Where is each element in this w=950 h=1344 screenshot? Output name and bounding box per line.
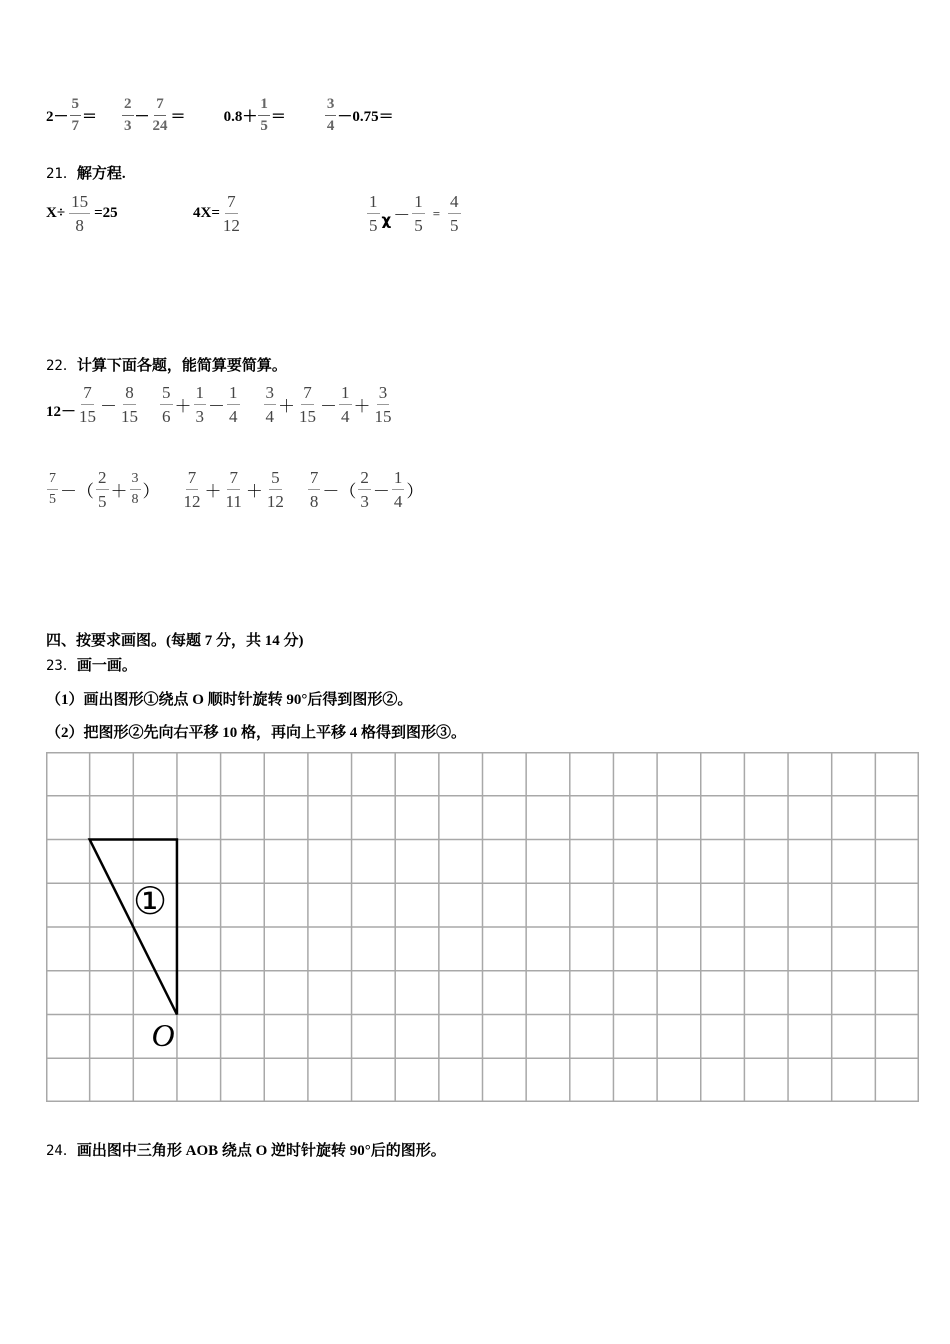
equation-3 [366, 193, 462, 234]
question-title: 计算下面各题，能简算要简算。 [76, 358, 287, 374]
numerator: 7 [227, 469, 240, 490]
calc-row-1 [46, 384, 395, 425]
point-o-label: O [151, 1017, 175, 1053]
expr-1 [46, 97, 97, 134]
denominator: 4 [341, 407, 350, 426]
denominator: 12 [222, 216, 240, 235]
calc-row-2 [46, 469, 424, 510]
numerator: 7 [47, 472, 58, 490]
numerator: 7 [81, 384, 94, 405]
expr-row-1 [46, 97, 394, 134]
fraction [77, 384, 98, 425]
denominator: 15 [374, 407, 392, 426]
numerator: 1 [412, 193, 425, 214]
numerator: 7 [308, 469, 321, 490]
numerator: 5 [70, 97, 82, 116]
question-number: 22． [46, 358, 77, 374]
numerator: 7 [225, 193, 238, 214]
fraction [308, 469, 321, 510]
fraction [96, 469, 109, 510]
operator: ＋ [174, 397, 192, 416]
denominator: 3 [195, 407, 205, 426]
fraction [47, 472, 58, 507]
operator: ＋ [278, 397, 296, 416]
operator: ＋ [204, 482, 222, 501]
operator: ＋ [110, 482, 128, 501]
numerator: 1 [258, 97, 270, 116]
fraction [265, 469, 286, 510]
question-title: 解方程. [76, 166, 126, 182]
denominator: 4 [265, 407, 275, 426]
denominator: 15 [79, 407, 97, 426]
fraction [373, 384, 394, 425]
fraction [264, 384, 277, 425]
numerator: 1 [367, 193, 380, 214]
fraction [339, 384, 352, 425]
calc-expr-3 [263, 384, 395, 425]
fraction [130, 472, 141, 507]
fraction [297, 384, 318, 425]
numerator: 3 [325, 97, 337, 116]
denominator: 6 [162, 407, 171, 426]
drawing-grid[interactable] [46, 752, 919, 1102]
denominator: 5 [369, 216, 378, 235]
numerator: 15 [69, 193, 90, 214]
fraction [160, 384, 173, 425]
expr-2 [121, 97, 186, 134]
denominator: 15 [299, 407, 317, 426]
operator: － [372, 482, 390, 501]
calc-expr-4 [46, 469, 161, 510]
section-4-title: 四、按要求画图。(每题 7 分，共 14 分) [46, 633, 304, 649]
equation-lead: X÷ [46, 205, 66, 221]
operator: －（ [322, 482, 357, 501]
equation-2 [193, 193, 243, 234]
question-23-heading [46, 654, 137, 675]
denominator: 8 [309, 492, 319, 511]
numerator: 3 [377, 384, 390, 405]
operator: －（ [60, 482, 94, 501]
fraction [358, 469, 371, 510]
operator: － [208, 397, 226, 416]
fraction [227, 384, 240, 425]
numerator: 3 [130, 472, 141, 490]
calc-expr-5 [181, 469, 287, 510]
question-22-heading [46, 354, 287, 375]
closing-paren: ） [142, 482, 160, 501]
denominator: 3 [124, 118, 132, 134]
denominator: 5 [260, 118, 268, 134]
numerator: 7 [186, 469, 199, 490]
fraction [412, 193, 425, 234]
denominator: 12 [266, 492, 284, 511]
numerator: 7 [301, 384, 314, 405]
fraction [392, 469, 405, 510]
expr-2-tail: ＝ [170, 109, 186, 125]
numerator: 4 [448, 193, 461, 214]
operator: － [393, 206, 411, 225]
denominator: 5 [450, 216, 459, 235]
expr-4-tail: －0.75＝ [337, 109, 394, 125]
denominator: 5 [414, 216, 423, 235]
calc-expr-2 [159, 384, 241, 425]
question-title: 画一画。 [76, 658, 137, 674]
operator: － [134, 109, 150, 125]
denominator: 4 [393, 492, 403, 511]
fraction [194, 384, 207, 425]
denominator: 8 [75, 216, 84, 235]
denominator: 15 [121, 407, 139, 426]
equation-tail: =25 [94, 205, 118, 221]
numerator: 3 [264, 384, 277, 405]
numerator: 8 [123, 384, 136, 405]
question-23-step-2: （2）把图形②先向右平移 10 格，再向上平移 4 格得到图形③。 [46, 725, 467, 741]
denominator: 7 [71, 118, 80, 134]
numerator: 5 [160, 384, 173, 405]
denominator: 5 [49, 492, 56, 507]
fraction [258, 97, 270, 134]
expr-3-lead: 0.8＋ [223, 109, 258, 125]
fraction [70, 97, 82, 134]
question-text: 画出图中三角形 AOB 绕点 O 逆时针旋转 90°后的图形。 [76, 1143, 446, 1159]
fraction [448, 193, 461, 234]
numerator: 2 [122, 97, 134, 116]
calc-expr-1 [46, 384, 141, 425]
question-23-step-1: （1）画出图形①绕点 O 顺时针旋转 90°后得到图形②。 [46, 692, 413, 708]
fraction [325, 97, 337, 134]
expr-1-tail: ＝ [82, 109, 98, 125]
numerator: 2 [96, 469, 109, 490]
numerator: 1 [392, 469, 405, 490]
denominator: 12 [183, 492, 201, 511]
operator: ＋ [353, 397, 371, 416]
fraction [367, 193, 380, 234]
figure-1-label: ① [132, 879, 168, 923]
fraction [182, 469, 203, 510]
expr-4 [324, 97, 394, 134]
numerator: 1 [227, 384, 240, 405]
question-21-heading [46, 162, 126, 183]
denominator: 24 [152, 118, 168, 134]
expr-lead: 12－ [46, 404, 77, 420]
expr-1-lead: 2－ [46, 109, 69, 125]
fraction [69, 193, 90, 234]
numerator: 7 [154, 97, 166, 116]
variable: χ [381, 210, 392, 229]
closing-paren: ） [406, 482, 424, 501]
operator: － [320, 397, 338, 416]
calc-expr-6 [307, 469, 425, 510]
numerator: 1 [339, 384, 352, 405]
equation-lead: 4X= [193, 205, 220, 221]
fraction [119, 384, 140, 425]
fraction [151, 97, 170, 134]
question-24-heading [46, 1139, 446, 1160]
denominator: 4 [229, 407, 238, 426]
operator: ＋ [245, 482, 263, 501]
expr-3 [224, 97, 286, 134]
fraction [221, 193, 242, 234]
question-number: 21． [46, 166, 77, 182]
numerator: 5 [269, 469, 282, 490]
fraction [224, 469, 244, 510]
equation-1 [46, 193, 118, 234]
numerator: 2 [358, 469, 371, 490]
numerator: 1 [194, 384, 207, 405]
question-number: 23． [46, 658, 77, 674]
denominator: 4 [326, 118, 335, 134]
question-number: 24． [46, 1143, 77, 1159]
expr-3-tail: ＝ [270, 109, 286, 125]
denominator: 8 [131, 492, 139, 507]
equals-sign: = [432, 205, 441, 221]
operator: － [100, 397, 118, 416]
denominator: 3 [360, 492, 369, 511]
denominator: 11 [225, 492, 242, 511]
fraction [122, 97, 134, 134]
denominator: 5 [98, 492, 107, 511]
